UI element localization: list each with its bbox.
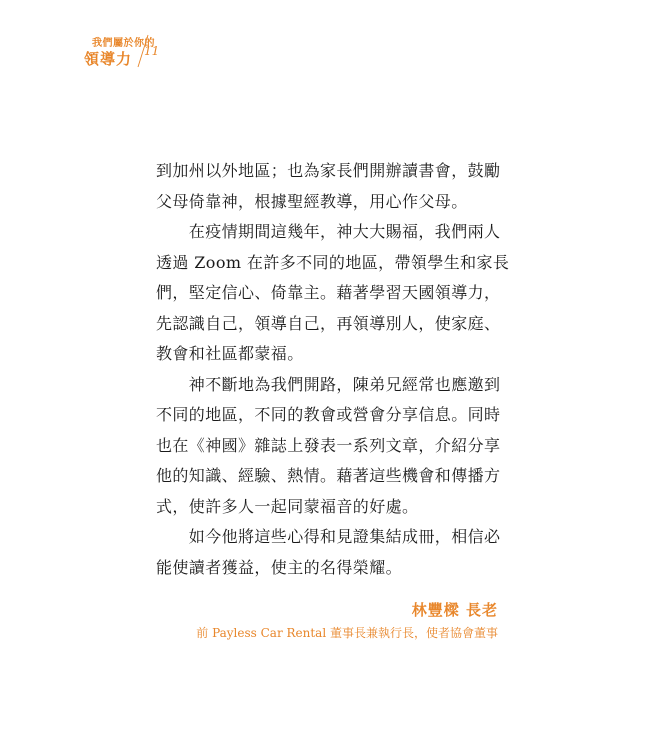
paragraph [156, 217, 510, 370]
paragraph [156, 156, 506, 217]
signature-name: 林豐樑 長老 [411, 601, 498, 619]
text-line: 透過 Zoom 在許多不同的地區，帶領學生和家長 [156, 252, 510, 272]
text-line: 式，使許多人一起同蒙福音的好處。 [156, 496, 419, 516]
running-header [84, 30, 184, 70]
book-title-line2: 領導力 [84, 50, 133, 68]
page-number: 11 [144, 44, 160, 58]
paragraph [156, 370, 506, 523]
text-line: 他的知識、經驗、熱情。藉著這些機會和傳播方 [156, 466, 501, 485]
text-line: 如今他將這些心得和見證集結成冊，相信必 [156, 527, 501, 546]
text-line: 教會和社區都蒙福。 [156, 344, 304, 363]
signature-block [196, 599, 498, 643]
text-line: 在疫情期間這幾年，神大大賜福，我們兩人 [156, 222, 501, 241]
text-line: 到加州以外地區；也為家長們開辦讀書會，鼓勵 [156, 161, 501, 180]
text-line: 們，堅定信心、倚靠主。藉著學習天國領導力， [156, 283, 501, 302]
text-line: 先認識自己，領導自己，再領導別人，使家庭、 [156, 313, 501, 333]
text-line: 父母倚靠神，根據聖經教導，用心作父母。 [156, 191, 468, 211]
book-title-line1: 我們屬於你的 [92, 38, 155, 49]
text-line: 神不斷地為我們開路，陳弟兄經常也應邀到 [156, 374, 501, 394]
signature-title: 前 Payless Car Rental 董事長兼執行長，使者協會董事 [196, 626, 498, 640]
text-line: 不同的地區，不同的教會或營會分享信息。同時 [156, 405, 501, 424]
paragraph [156, 522, 506, 583]
body-text [156, 156, 510, 583]
text-line: 也在《神國》雜誌上發表一系列文章，介紹分享 [156, 435, 501, 455]
text-line: 能使讀者獲益，使主的名得榮耀。 [156, 557, 403, 577]
